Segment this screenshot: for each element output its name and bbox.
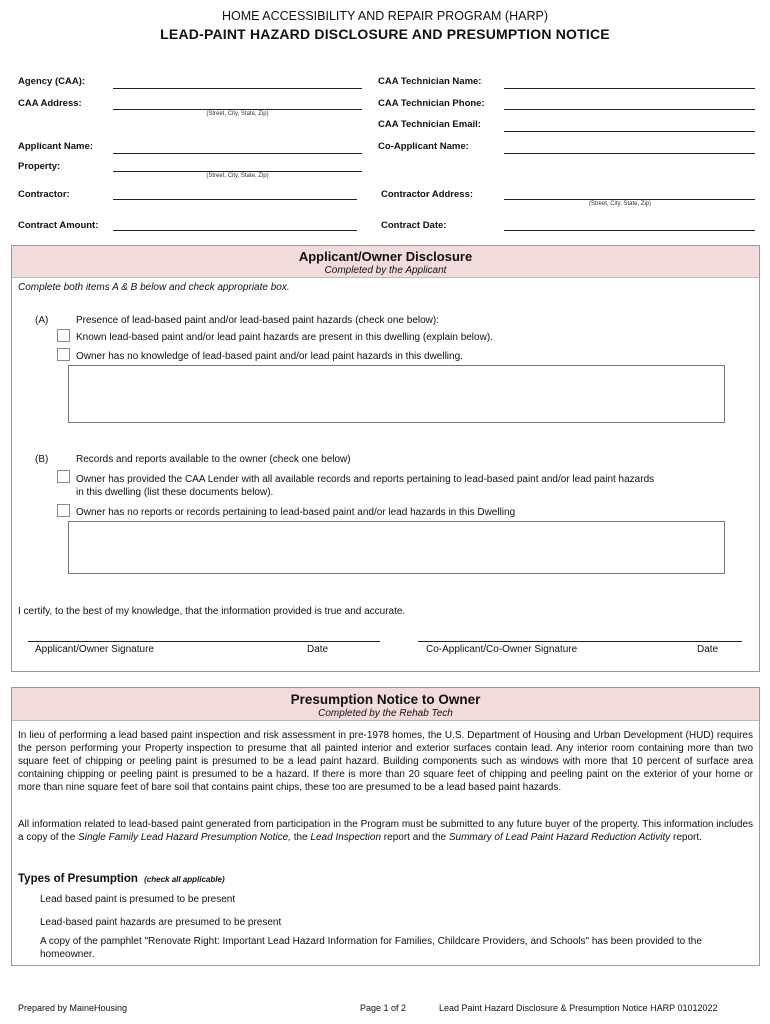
applicant-name-field[interactable] bbox=[113, 139, 362, 153]
certify-statement: I certify, to the best of my knowledge, that the information provided is true and accurate. bbox=[18, 606, 406, 617]
applicant-signature-label: Applicant/Owner Signature bbox=[35, 644, 154, 655]
caa-address-line bbox=[113, 109, 362, 110]
item-a-known-checkbox[interactable] bbox=[57, 329, 70, 342]
item-b-documents-textarea[interactable] bbox=[68, 521, 725, 574]
presumption-subtitle: Completed by the Rehab Tech bbox=[318, 708, 453, 719]
contractor-address-field[interactable] bbox=[504, 186, 755, 200]
disclosure-instructions: Complete both items A & B below and check appropriate box. bbox=[18, 282, 290, 293]
applicant-name-line bbox=[113, 153, 362, 154]
presumption-paragraph-1: In lieu of performing a lead based paint inspection and risk assessment in pre-1978 homes, the U.S. Department of Housing and Urban Development (HUD) requires the person performing your Property inspection to presume that all painted interior and exterior surfaces contain lead. Any interior room containing more than two square feet of chipping or peeling paint is presumed to be a lead paint hazard. Building components such as windows with more that 10 percent of surface area containing chipping or peeling paint is presumed to be a hazard. If there is more than 20 square feet of chipping and peeling paint on the exterior of your home or more than nine square feet of bare soil that contains paint chips, these too are presumed to be a lead based paint hazards. bbox=[18, 730, 753, 793]
applicant-signature-field[interactable] bbox=[28, 626, 380, 640]
disclosure-title: Applicant/Owner Disclosure bbox=[298, 249, 473, 264]
co-applicant-signature-line bbox=[418, 641, 742, 642]
caa-tech-phone-label: CAA Technician Phone: bbox=[378, 98, 485, 109]
item-a-text: Presence of lead-based paint and/or lead-based paint hazards (check one below): bbox=[76, 315, 440, 326]
item-b-text: Records and reports available to the owner (check one below) bbox=[76, 454, 351, 465]
program-name: HOME ACCESSIBILITY AND REPAIR PROGRAM (HARP) bbox=[222, 9, 548, 23]
agency-line bbox=[113, 88, 362, 89]
item-b-label: (B) bbox=[35, 454, 49, 465]
footer-prepared-by: Prepared by MaineHousing bbox=[18, 1003, 128, 1013]
caa-tech-name-label: CAA Technician Name: bbox=[378, 76, 482, 87]
item-b-no-records-label: Owner has no reports or records pertaining to lead-based paint and/or lead hazards in this Dwelling bbox=[76, 507, 516, 518]
co-applicant-name-line bbox=[504, 153, 755, 154]
footer-document-id: Lead Paint Hazard Disclosure & Presumption Notice HARP 01012022 bbox=[439, 1003, 718, 1013]
co-applicant-signature-label: Co-Applicant/Co-Owner Signature bbox=[426, 644, 578, 655]
caa-tech-email-line bbox=[504, 131, 755, 132]
presumption-header bbox=[12, 688, 759, 721]
item-a-explain-textarea[interactable] bbox=[68, 365, 725, 423]
contract-amount-line bbox=[113, 230, 357, 231]
contract-date-field[interactable] bbox=[504, 217, 755, 231]
co-applicant-date-label: Date bbox=[697, 644, 719, 655]
caa-tech-name-line bbox=[504, 88, 755, 89]
contract-amount-label: Contract Amount: bbox=[18, 220, 99, 231]
co-applicant-name-label: Co-Applicant Name: bbox=[378, 141, 469, 152]
co-applicant-name-field[interactable] bbox=[504, 139, 755, 153]
disclosure-subtitle: Completed by the Applicant bbox=[324, 265, 447, 276]
applicant-name-label: Applicant Name: bbox=[18, 141, 93, 152]
type-lead-paint-present[interactable]: Lead based paint is presumed to be present bbox=[40, 894, 236, 905]
property-line bbox=[113, 171, 362, 172]
presumption-paragraph-2: All information related to lead-based paint generated from participation in the Program must be submitted to any future buyer of the property. This information includes a copy of the Single Family Lead Hazard Presumption Notice, the Lead Inspection report and the Summary of Lead Paint Hazard Reduction Activity report. bbox=[18, 819, 753, 843]
page-title: LEAD-PAINT HAZARD DISCLOSURE AND PRESUMPTION NOTICE bbox=[160, 26, 610, 42]
caa-address-hint: (Street, City, State, Zip) bbox=[206, 111, 269, 117]
caa-tech-email-label: CAA Technician Email: bbox=[378, 119, 481, 130]
types-heading bbox=[18, 873, 225, 885]
item-b-provided-label-1: Owner has provided the CAA Lender with all available records and reports pertaining to lead-based paint and/or lead paint hazards bbox=[76, 474, 655, 485]
item-a-label: (A) bbox=[35, 315, 49, 326]
co-applicant-signature-field[interactable] bbox=[418, 626, 742, 640]
contractor-label: Contractor: bbox=[18, 189, 70, 200]
item-a-no-knowledge-checkbox[interactable] bbox=[57, 348, 70, 361]
type-pamphlet-provided[interactable]: A copy of the pamphlet "Renovate Right: Important Lead Hazard Information for Families, Childcare Providers, and Schools" has been provided to the homeowner. bbox=[40, 936, 702, 960]
contractor-line bbox=[113, 199, 357, 200]
item-a-no-knowledge-label: Owner has no knowledge of lead-based paint and/or lead paint hazards in this dwelling. bbox=[76, 351, 463, 362]
disclosure-header bbox=[12, 246, 759, 278]
item-b-provided-label-2: in this dwelling (list these documents below). bbox=[76, 487, 274, 498]
applicant-date-label: Date bbox=[307, 644, 329, 655]
contract-date-line bbox=[504, 230, 755, 231]
property-label: Property: bbox=[18, 161, 61, 172]
types-title: Types of Presumption bbox=[18, 873, 138, 885]
footer-page-number: Page 1 of 2 bbox=[360, 1003, 407, 1013]
caa-address-label: CAA Address: bbox=[18, 98, 82, 109]
item-b-provided-checkbox[interactable] bbox=[57, 470, 70, 483]
contractor-address-line bbox=[504, 199, 755, 200]
contractor-field[interactable] bbox=[113, 186, 357, 200]
item-a-known-label: Known lead-based paint and/or lead paint hazards are present in this dwelling (explain below). bbox=[76, 332, 493, 343]
property-hint: (Street, City, State, Zip) bbox=[206, 173, 269, 179]
caa-tech-phone-line bbox=[504, 109, 755, 110]
property-field[interactable] bbox=[113, 158, 362, 172]
type-lead-hazards-present[interactable]: Lead-based paint hazards are presumed to be present bbox=[40, 917, 282, 928]
item-b-no-records-checkbox[interactable] bbox=[57, 504, 70, 517]
caa-tech-email-field[interactable] bbox=[504, 117, 755, 131]
caa-tech-phone-field[interactable] bbox=[504, 96, 755, 110]
contract-date-label: Contract Date: bbox=[381, 220, 447, 231]
caa-tech-name-field[interactable] bbox=[504, 74, 755, 88]
types-note: (check all applicable) bbox=[144, 875, 225, 884]
agency-label: Agency (CAA): bbox=[18, 76, 86, 87]
contractor-address-label: Contractor Address: bbox=[381, 189, 474, 200]
agency-field[interactable] bbox=[113, 74, 362, 88]
contractor-address-hint: (Street, City, State, Zip) bbox=[588, 201, 652, 207]
presumption-title: Presumption Notice to Owner bbox=[290, 692, 481, 707]
caa-address-field[interactable] bbox=[113, 96, 362, 110]
applicant-signature-line bbox=[28, 641, 380, 642]
contract-amount-field[interactable] bbox=[113, 217, 357, 231]
